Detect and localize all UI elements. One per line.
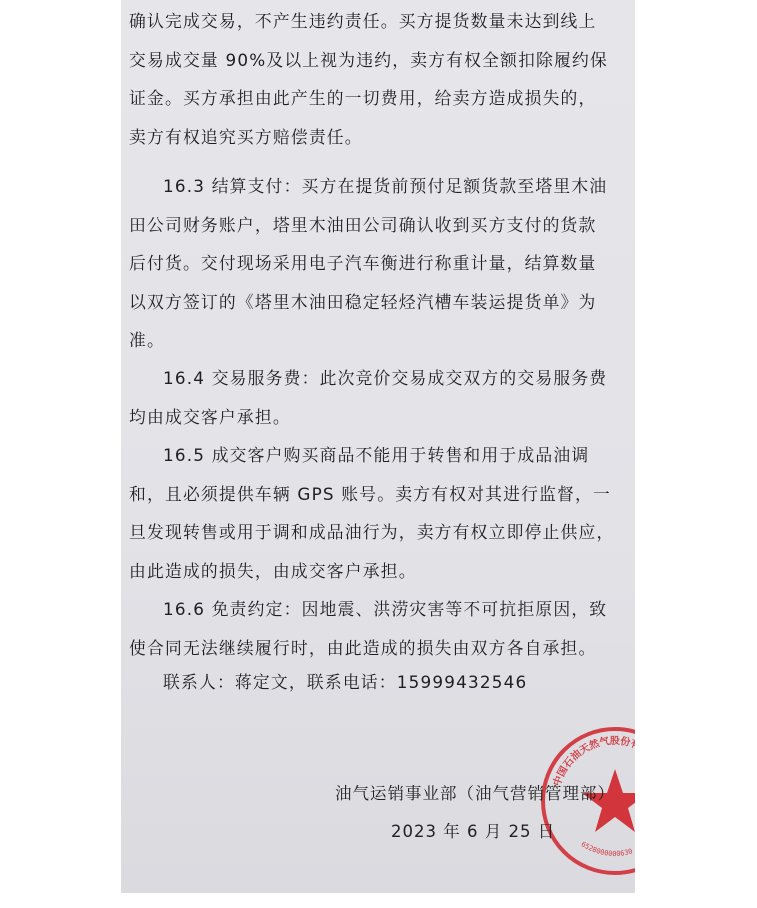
clause-16-6 — [129, 590, 629, 667]
clause-16-5 — [129, 436, 629, 590]
text-line: 由此造成的损失，由成交客户承担。 — [129, 560, 417, 581]
text-line: 准。 — [129, 330, 165, 350]
signature-date: 2023 年 6 月 25 日 — [391, 822, 556, 841]
text-line: 均由成交客户承担。 — [129, 406, 291, 427]
clause-16-3 — [129, 167, 629, 360]
clause-16-2-continuation — [129, 2, 629, 156]
text-line: 和，且必须提供车辆 GPS 账号。卖方有权对其进行监督，一 — [129, 483, 611, 504]
department-signature: 油气运销事业部（油气营销管理部） — [335, 784, 615, 803]
seal-arc-text: 中国石油天然气股份有限公司塔里木油田分公司 — [552, 735, 681, 848]
text-line: 交易成交量 90%及以上视为违约，卖方有权全额扣除履约保 — [129, 49, 608, 70]
text-line: 田公司财务账户，塔里木油田公司确认收到买方支付的货款 — [129, 214, 597, 235]
contact-text: 联系人：蒋定文，联系电话：15999432546 — [163, 672, 528, 692]
clause-16-4 — [129, 359, 629, 436]
contact-line — [129, 663, 629, 702]
document-page — [121, 0, 681, 893]
text-line: 卖方有权追究买方赔偿责任。 — [129, 126, 363, 147]
text-line: 确认完成交易，不产生违约责任。买方提货数量未达到线上 — [129, 11, 597, 31]
text-line: 16.6 免责约定：因地震、洪涝灾害等不可抗拒原因，致 — [163, 599, 608, 619]
text-line: 16.3 结算支付：买方在提货前预付足额货款至塔里木油 — [163, 176, 608, 196]
text-line: 16.4 交易服务费：此次竞价交易成交双方的交易服务费 — [163, 368, 608, 388]
svg-text:6528000000630 — [580, 840, 634, 858]
text-line: 证金。买方承担由此产生的一切费用，给卖方造成损失的， — [129, 88, 597, 108]
seal-code: 6528000000630 — [579, 840, 634, 859]
text-line: 旦发现转售或用于调和成品油行为，卖方有权立即停止供应， — [129, 522, 615, 542]
text-line: 使合同无法继续履行时，由此造成的损失由双方各自承担。 — [129, 637, 597, 658]
text-line: 16.5 成交客户购买商品不能用于转售和用于成品油调 — [163, 445, 590, 465]
text-line: 后付货。交付现场采用电子汽车衡进行称重计量，结算数量 — [129, 253, 597, 273]
text-line: 以双方签订的《塔里木油田稳定轻烃汽槽车装运提货单》为 — [129, 291, 597, 312]
